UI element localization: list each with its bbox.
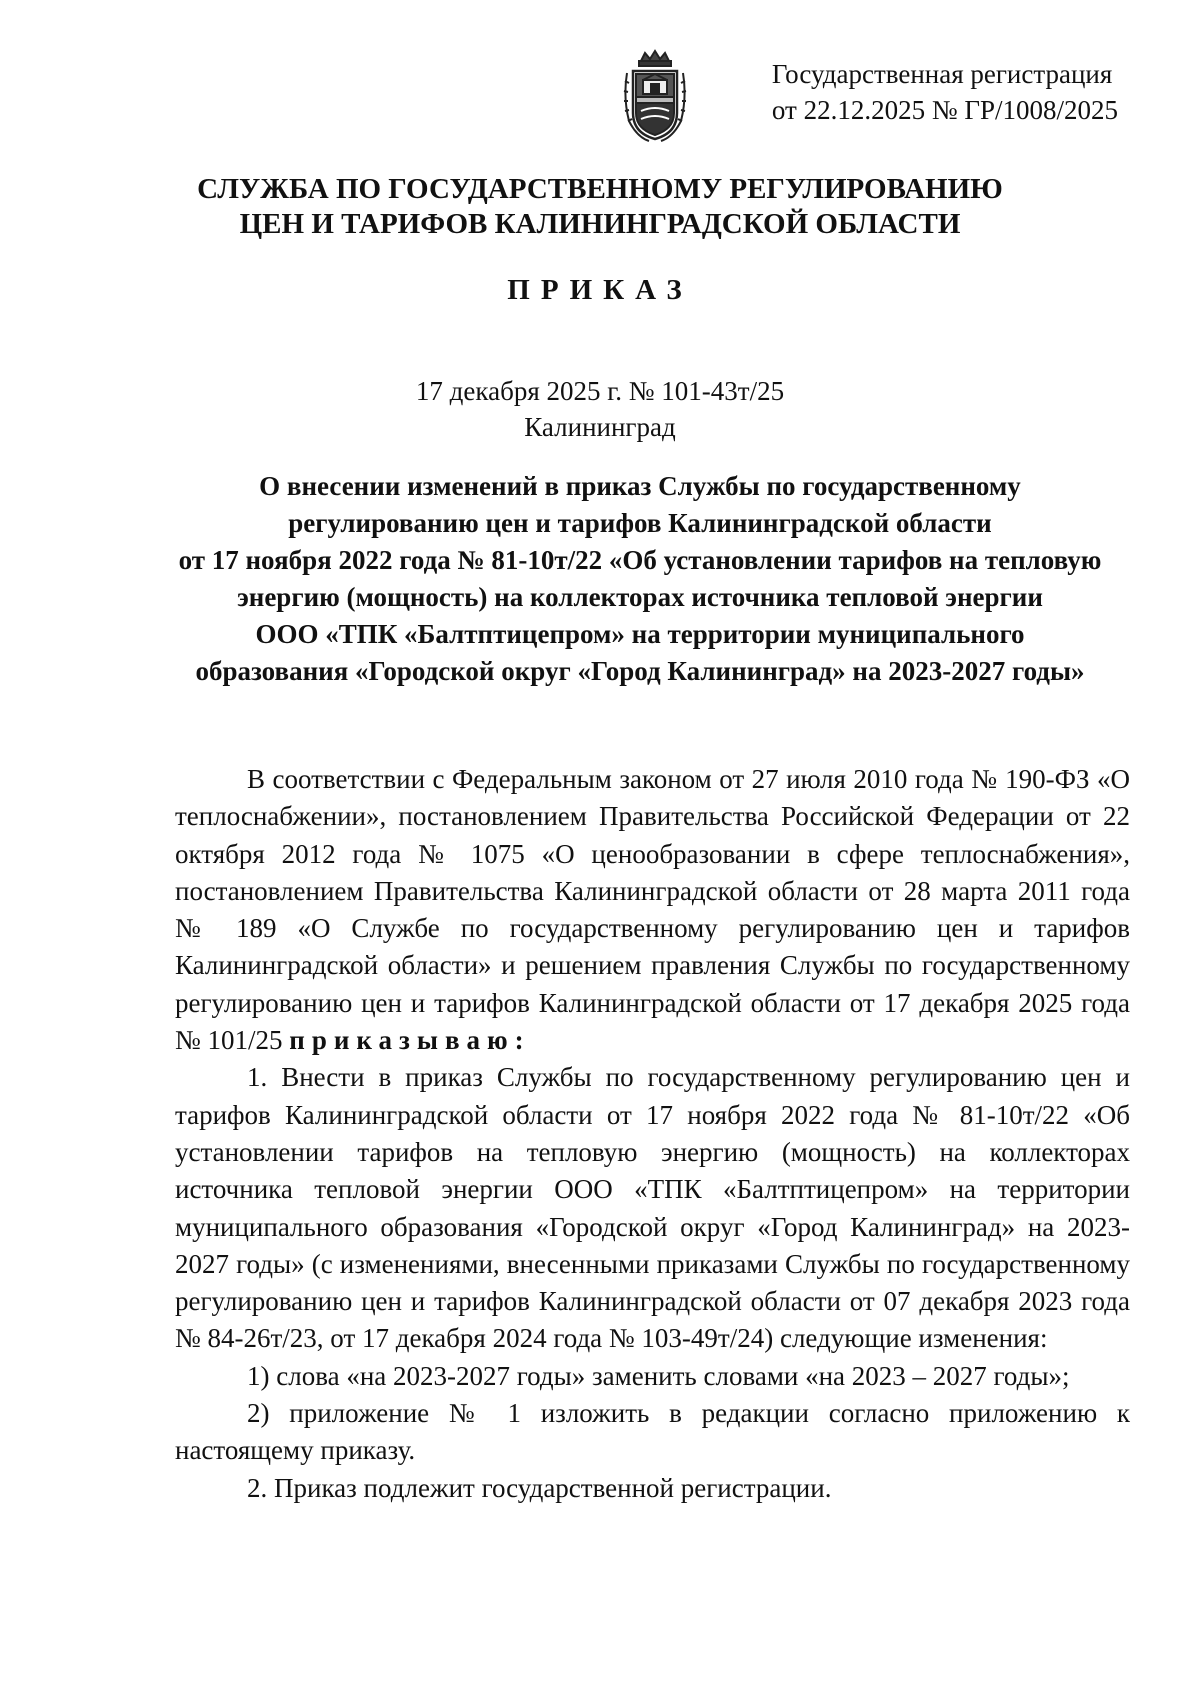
item-1-paragraph: 1. Внести в приказ Службы по государственному регулированию цен и тарифов Калининградской области от 17 ноября 2022 года № 81-10т/22 «Об установлении тарифов на тепловую энергию (мощность) на коллекторах источника тепловой энергии ООО «ТПК «Балтптицепром» на территории муниципального образования «Городской округ «Город Калининград» на 2023-2027 годы» (с изменениями, внесенными приказами Службы по государственному регулированию цен и тарифов Калининградской области от 07 декабря 2023 года № 84-26т/23, от 17 декабря 2024 года № 103-49т/24) следующие изменения: (175, 1062, 1130, 1354)
organization-line-2: ЦЕН И ТАРИФОВ КАЛИНИНГРАДСКОЙ ОБЛАСТИ (239, 208, 961, 240)
item-1-2-paragraph: 2) приложение № 1 изложить в редакции согласно приложению к настоящему приказу. (175, 1398, 1130, 1466)
item-1-1-paragraph: 1) слова «на 2023-2027 годы» заменить словами «на 2023 – 2027 годы»; (247, 1360, 1070, 1391)
organization-line-1: СЛУЖБА ПО ГОСУДАРСТВЕННОМУ РЕГУЛИРОВАНИЮ (197, 173, 1003, 205)
document-type: ПРИКАЗ (507, 274, 693, 306)
registration-stamp (772, 56, 1118, 128)
subject-line: регулированию цен и тарифов Калининградской области (288, 508, 992, 538)
subject-line: ООО «ТПК «Балтптицепром» на территории муниципального (255, 619, 1025, 649)
subject-line: от 17 ноября 2022 года № 81-10т/22 «Об установлении тарифов на тепловую (178, 545, 1102, 575)
kaliningrad-coat-of-arms-icon (619, 47, 691, 145)
order-subject (150, 468, 1130, 690)
registration-number: от 22.12.2025 № ГР/1008/2025 (771, 95, 1118, 125)
date-and-place (0, 373, 1200, 445)
subject-line: образования «Городской округ «Город Калининград» на 2023-2027 годы» (195, 656, 1085, 686)
item-2-paragraph: 2. Приказ подлежит государственной регистрации. (247, 1472, 832, 1503)
subject-line: энергию (мощность) на коллекторах источника тепловой энергии (237, 582, 1043, 612)
order-place: Калининград (524, 412, 676, 442)
order-date-number: 17 декабря 2025 г. № 101-43т/25 (415, 376, 785, 406)
registration-label: Государственная регистрация (771, 59, 1113, 89)
order-word: приказываю: (289, 1025, 531, 1056)
organization-name (0, 172, 1200, 242)
preamble-paragraph (175, 761, 1130, 1059)
subject-line: О внесении изменений в приказ Службы по государственному (259, 471, 1021, 501)
order-body (175, 761, 1130, 1507)
preamble-text: В соответствии с Федеральным законом от 27 июля 2010 года № 190-ФЗ «О теплоснабжении», постановлением Правительства Российской Федерации от 22 октября 2012 года № 1075 «О ценообразовании в сфере теплоснабжения», постановлением Правительства Калининградской области от 28 марта 2011 года № 189 «О Службе по государственному регулированию цен и тарифов Калининградской области» и решением правления Службы по государственному регулированию цен и тарифов Калининградской области от 17 декабря 2025 года № 101/25 (175, 764, 1130, 1056)
